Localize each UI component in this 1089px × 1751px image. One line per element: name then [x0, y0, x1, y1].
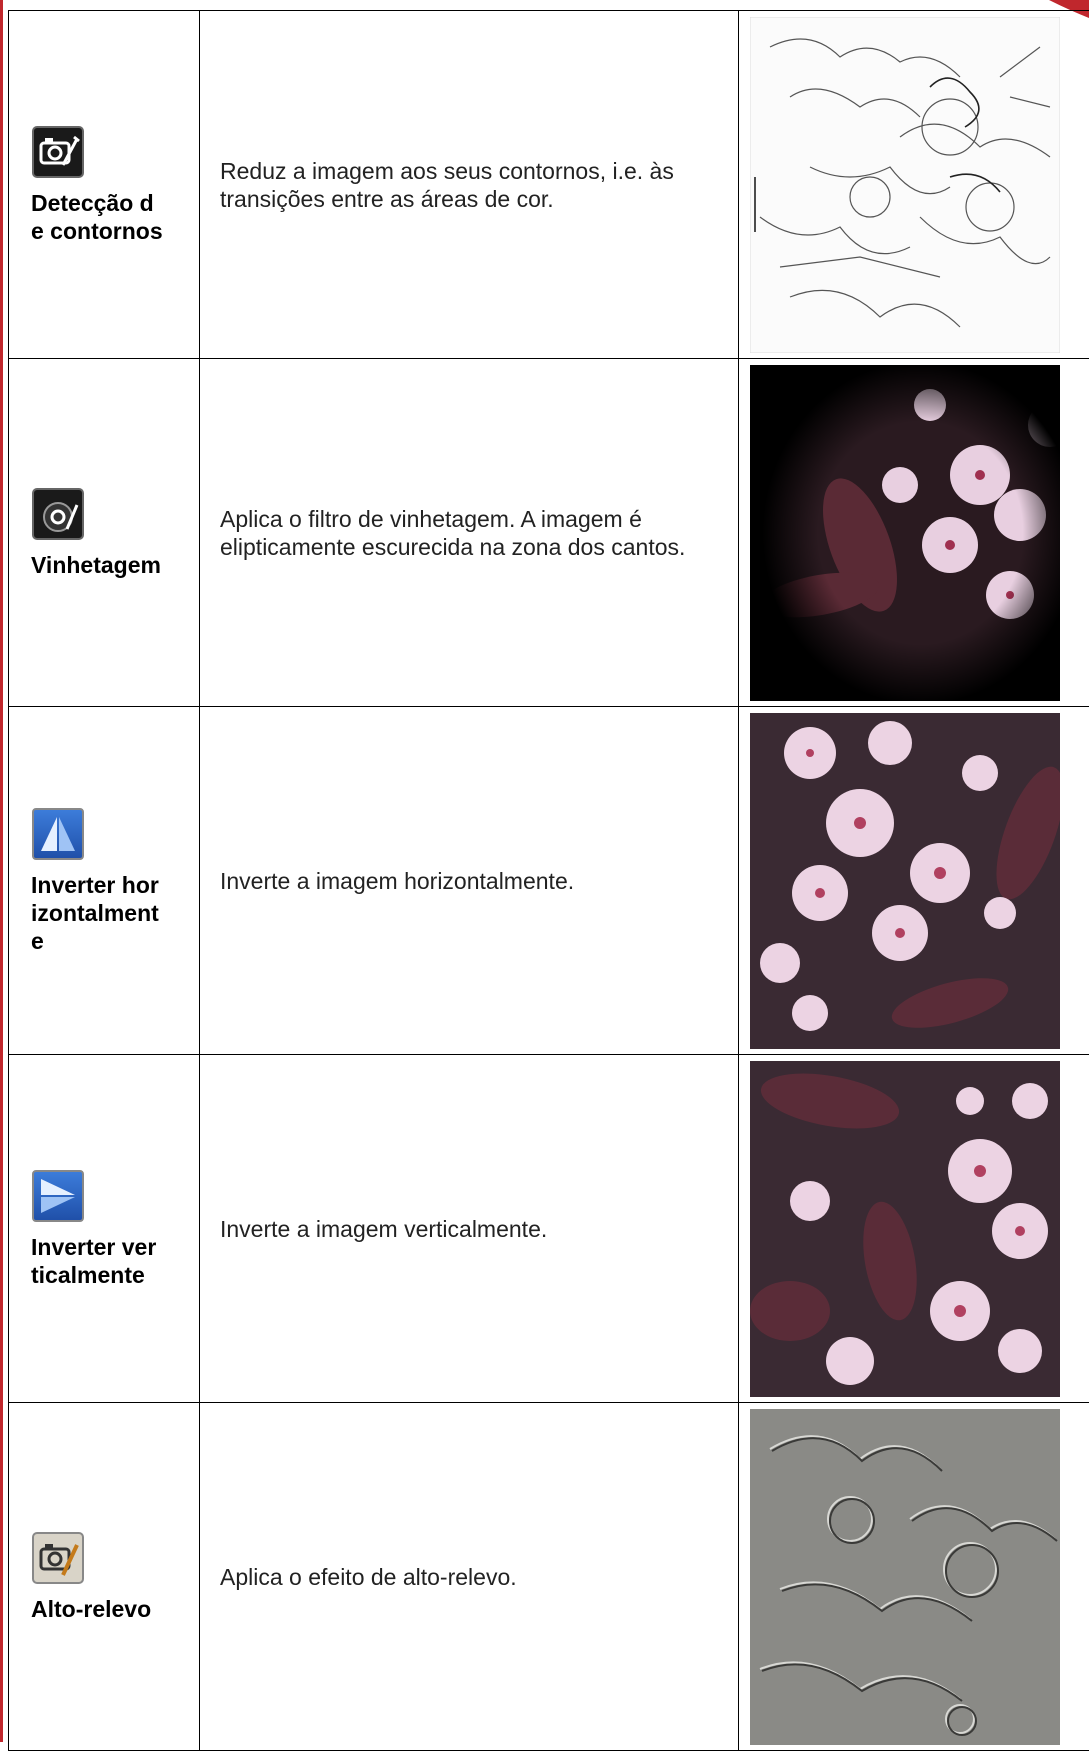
- emboss-icon[interactable]: [31, 1531, 85, 1585]
- emboss-preview: [750, 1409, 1060, 1745]
- filter-name-cell: [9, 1403, 200, 1751]
- filter-name: Inverter horizontalmente: [31, 871, 163, 955]
- filter-description: Inverte a imagem verticalmente.: [220, 1215, 722, 1243]
- table-row: [9, 707, 1089, 1055]
- filters-table: [8, 10, 1089, 1751]
- filter-description-cell: [200, 1055, 739, 1403]
- filter-name: Inverter verticalmente: [31, 1233, 163, 1289]
- filter-name-cell: [9, 359, 200, 707]
- filter-name: Alto-relevo: [31, 1595, 163, 1623]
- vignette-icon[interactable]: [31, 487, 85, 541]
- edge-detection-icon[interactable]: [31, 125, 85, 179]
- table-row: [9, 1055, 1089, 1403]
- table-row: [9, 11, 1089, 359]
- filter-preview-cell: [739, 1055, 1089, 1403]
- filter-preview-cell: [739, 11, 1089, 359]
- filter-name: Detecção de contornos: [31, 189, 163, 245]
- filter-name-cell: [9, 1055, 200, 1403]
- edge-detection-preview: [750, 17, 1060, 353]
- filter-description: Aplica o filtro de vinhetagem. A imagem é elipticamente escurecida na zona dos cantos.: [220, 505, 722, 561]
- page-left-border: [0, 0, 3, 1742]
- filter-description-cell: [200, 359, 739, 707]
- filter-preview-cell: [739, 359, 1089, 707]
- filter-preview-cell: [739, 707, 1089, 1055]
- filter-description: Aplica o efeito de alto-relevo.: [220, 1563, 722, 1591]
- flip-vertical-preview: [750, 1061, 1060, 1397]
- filter-name-cell: [9, 11, 200, 359]
- table-row: [9, 359, 1089, 707]
- flip-horizontal-icon[interactable]: [31, 807, 85, 861]
- flip-horizontal-preview: [750, 713, 1060, 1049]
- filter-name: Vinhetagem: [31, 551, 163, 579]
- filter-description: Inverte a imagem horizontalmente.: [220, 867, 722, 895]
- filter-description-cell: [200, 707, 739, 1055]
- filter-description: Reduz a imagem aos seus contornos, i.e. às transições entre as áreas de cor.: [220, 157, 722, 213]
- filter-name-cell: [9, 707, 200, 1055]
- vignette-preview: [750, 365, 1060, 701]
- table-row: [9, 1403, 1089, 1751]
- filter-description-cell: [200, 11, 739, 359]
- filter-preview-cell: [739, 1403, 1089, 1751]
- filter-description-cell: [200, 1403, 739, 1751]
- flip-vertical-icon[interactable]: [31, 1169, 85, 1223]
